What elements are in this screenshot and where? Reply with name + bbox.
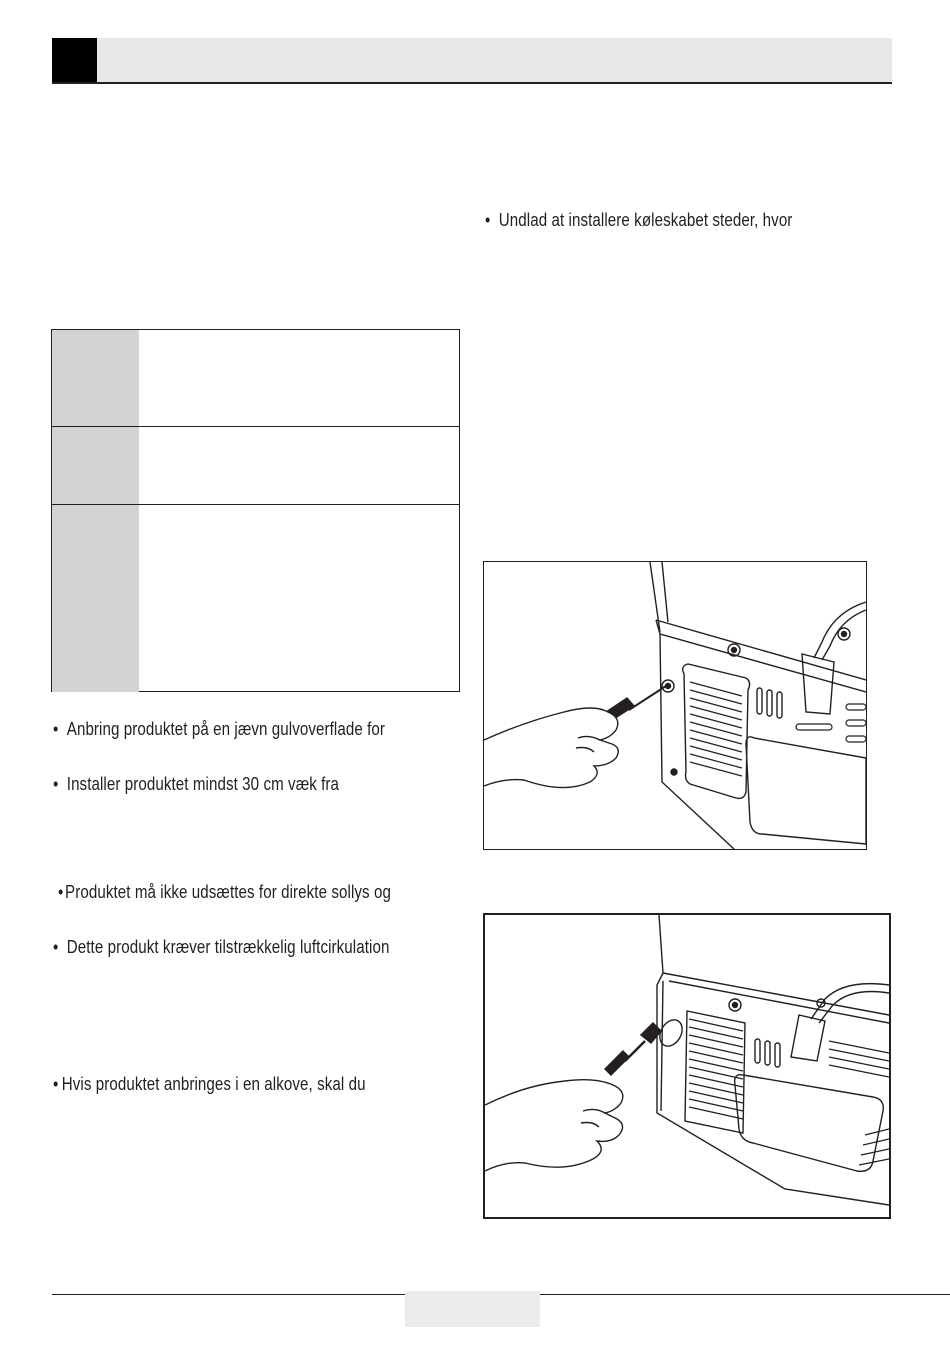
screwdriver-on-rear-panel-screw-icon bbox=[484, 562, 866, 849]
table-row bbox=[52, 330, 459, 427]
table-row-label-cell bbox=[52, 505, 139, 692]
bullet-marker: • bbox=[53, 719, 59, 739]
bullet-alcove bbox=[53, 1073, 366, 1095]
section-header-bar bbox=[52, 38, 892, 84]
page-number-tab bbox=[405, 1291, 540, 1327]
screwdriver-closeup-rear-panel-icon bbox=[485, 915, 889, 1217]
bullet-air-circulation bbox=[53, 936, 389, 958]
bullet-direct-sunlight bbox=[58, 881, 391, 903]
bullet-marker: • bbox=[53, 1074, 59, 1094]
bullet-marker: • bbox=[53, 937, 59, 957]
bullet-install-location bbox=[485, 209, 792, 231]
bullet-level-floor bbox=[53, 718, 385, 740]
section-number-box bbox=[52, 38, 97, 82]
figure-screw-closeup bbox=[483, 913, 891, 1219]
bullet-marker: • bbox=[58, 882, 64, 902]
bullet-text: Undlad at installere køleskabet steder, hvor bbox=[498, 210, 793, 230]
bullet-marker: • bbox=[485, 210, 491, 230]
climate-class-table bbox=[51, 329, 460, 692]
table-row bbox=[52, 427, 459, 505]
bullet-text: Produktet må ikke udsættes for direkte sollys og bbox=[65, 882, 391, 902]
table-row bbox=[52, 505, 459, 692]
bullet-text: Installer produktet mindst 30 cm væk fra bbox=[66, 774, 340, 794]
table-row-label-cell bbox=[52, 330, 139, 426]
bullet-distance-30cm bbox=[53, 773, 339, 795]
bullet-text: Dette produkt kræver tilstrækkelig luftcirkulation bbox=[66, 937, 390, 957]
bullet-text: Hvis produktet anbringes i en alkove, skal du bbox=[61, 1074, 366, 1094]
table-row-label-cell bbox=[52, 427, 139, 504]
figure-remove-screw bbox=[483, 561, 867, 850]
bullet-text: Anbring produktet på en jævn gulvoverflade for bbox=[66, 719, 386, 739]
bullet-marker: • bbox=[53, 774, 59, 794]
